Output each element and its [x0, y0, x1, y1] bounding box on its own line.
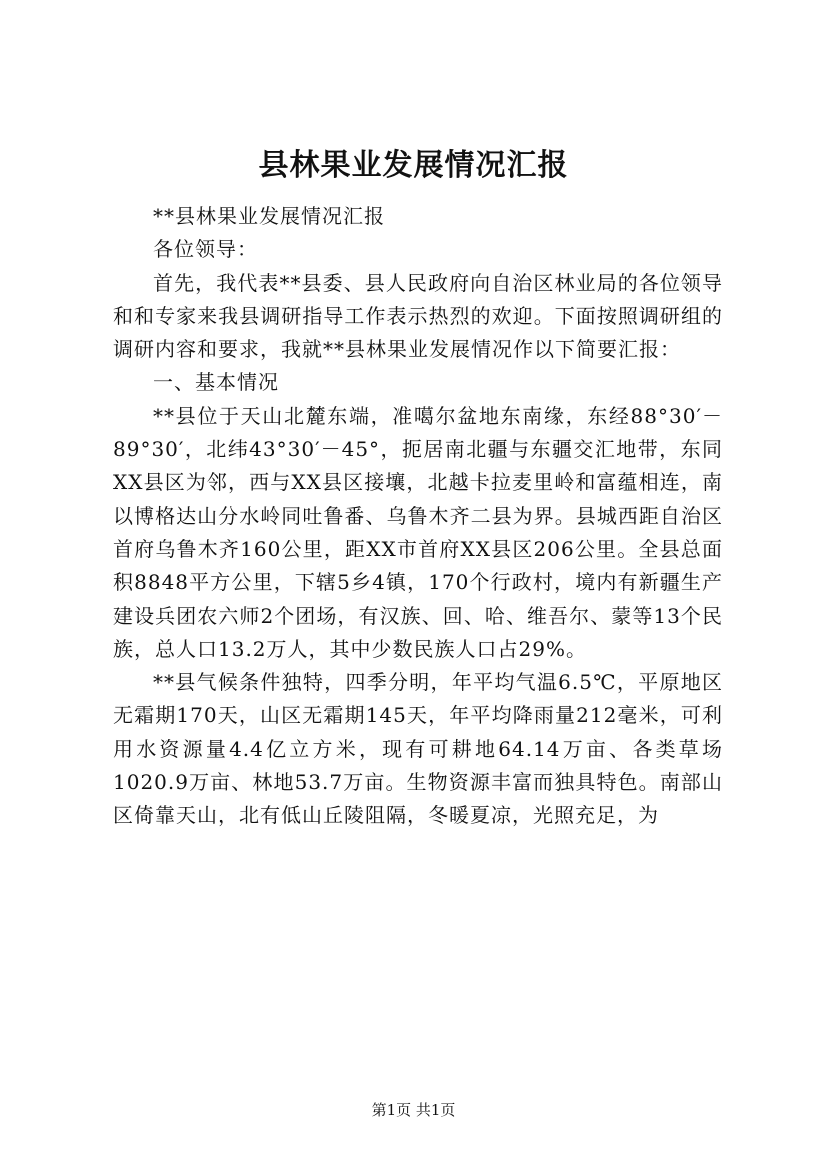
climate-paragraph: **县气候条件独特，四季分明，年平均气温6.5℃，平原地区无霜期170天，山区无霜期145天，年平均降雨量212毫米，可利用水资源量4.4亿立方米，现有可耕地64.14万亩、各类草场1020.9万亩、林地53.7万亩。生物资源丰富而独具特色。南部山区倚靠天山，北有低山丘陵阻隔，冬暖夏凉，光照充足，为 [113, 670, 723, 828]
intro-paragraph: 首先，我代表**县委、县人民政府向自治区林业局的各位领导和和专家来我县调研指导工作表示热烈的欢迎。下面按照调研组的调研内容和要求，我就**县林果业发展情况作以下简要汇报： [113, 270, 723, 362]
document-title: 县林果业发展情况汇报 [258, 148, 569, 183]
geography-paragraph: **县位于天山北麓东端，准噶尔盆地东南缘，东经88°30′－89°30′，北纬43°30′－45°，扼居南北疆与东疆交汇地带，东同XX县区为邻，西与XX县区接壤，北越卡拉麦里岭和富蕴相连，南以博格达山分水岭同吐鲁番、乌鲁木齐二县为界。县城西距自治区首府乌鲁木齐160公里，距XX市首府XX县区206公里。全县总面积8848平方公里，下辖5乡4镇，170个行政村，境内有新疆生产建设兵团农六师2个团场，有汉族、回、哈、维吾尔、蒙等13个民族，总人口13.2万人，其中少数民族人口占29%。 [113, 403, 723, 661]
salutation-paragraph: 各位领导： [153, 237, 258, 262]
document-body [113, 200, 723, 833]
section-heading: 一、基本情况 [153, 370, 279, 395]
page-footer: 第1页 共1页 [371, 1101, 456, 1119]
subtitle-paragraph: **县林果业发展情况汇报 [153, 204, 385, 228]
